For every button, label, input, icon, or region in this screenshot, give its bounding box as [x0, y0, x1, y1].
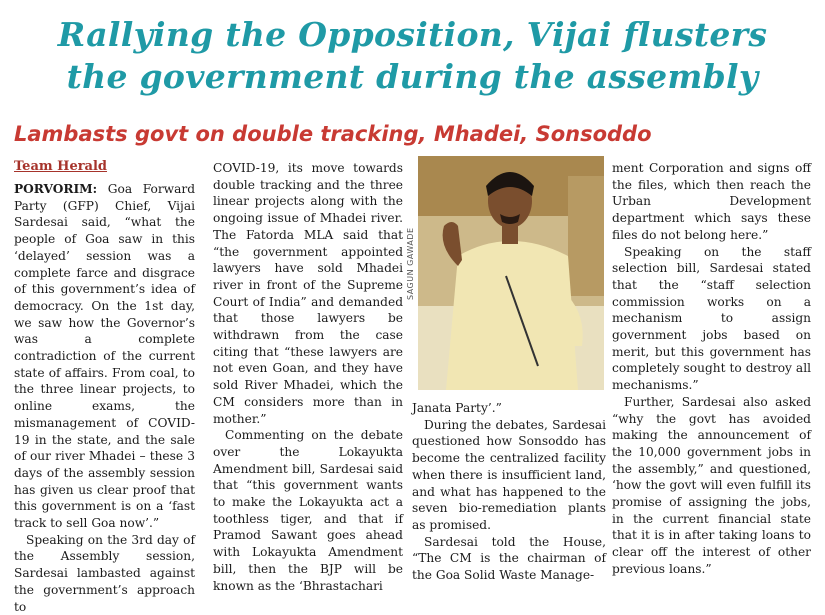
photo-speaker: [418, 156, 604, 390]
paragraph: COVID-19, its move towards double tracking and the three linear projects along with the ongoing issue of Mhadei river. The Fatorda MLA said that “the government appointed lawyers have sold Mhadei river in front of the Supreme Court of India” and demanded that those lawyers be withdrawn from the case citing that “these lawyers are not even Goan, and they have sold River Mhadei, which the CM considers more than in mother.”: [213, 161, 403, 426]
article-column-1: [14, 181, 195, 615]
photo-illustration: [418, 156, 604, 390]
dateline: PORVORIM:: [14, 182, 98, 196]
article-column-3: [412, 400, 606, 584]
article-column-4: [612, 160, 811, 578]
paragraph: Speaking on the staff selection bill, Sardesai stated that the “staff selection commission works on a mechanism to assign government jobs based on merit, but this government has completely sought to destroy all mechanisms.”: [612, 244, 811, 393]
headline-line-1: Rallying the Opposition, Vijai flusters: [57, 15, 768, 54]
paragraph: Janata Party’.”: [412, 401, 502, 415]
paragraph: Sardesai told the House, “The CM is the chairman of the Goa Solid Waste Manage-: [412, 534, 606, 583]
headline-line-2: the government during the assembly: [66, 57, 759, 96]
paragraph: [14, 181, 195, 532]
paragraph: Commenting on the debate over the Lokayukta Amendment bill, Sardesai said that “this government wants to make the Lokayukta act a toothless tiger, and that if Pramod Sawant goes ahead with Lokayukta Amendment bill, then the BJP will be known as the ‘Bhrastachari: [213, 428, 403, 593]
headline: [10, 14, 815, 98]
paragraph: Speaking on the 3rd day of the Assembly session, Sardesai lambasted against the government’s approach to: [14, 532, 195, 614]
paragraph: During the debates, Sardesai questioned how Sonsoddo has become the centralized facility when there is insufficient land, and what has happened to the seven bio-remediation plants as promised.: [412, 417, 606, 532]
byline: Team Herald: [14, 159, 108, 174]
subheadline: Lambasts govt on double tracking, Mhadei, Sonsoddo: [14, 122, 652, 146]
paragraph: Further, Sardesai also asked “why the govt has avoided making the announcement of the 10,000 government jobs in the assembly,” and questioned, ‘how the govt will even fulfill its promise of assigning the jobs, in the current financial state that it is in after taking loans to clear off the interest of other previous loans.”: [612, 394, 811, 576]
photo-credit: SAGUN GAWADE: [406, 227, 415, 300]
paragraph: ment Corporation and signs off the files, which then reach the Urban Development department which says these files do not belong here.”: [612, 161, 811, 242]
paragraph-text: Goa Forward Party (GFP) Chief, Vijai Sardesai said, “what the people of Goa saw in this ‘delayed’ session was a complete farce and disgrace of this government’s idea of democracy. On the 1st day, we saw how the Governor’s was a complete contradiction of the current state of affairs. From coal, to the three linear projects, to online exams, the mismanagement of COVID-19 in the state, and the sale of our river Mhadei – these 3 days of the assembly session has given us clear proof that this government is on a ‘fast track to sell Goa now’.”: [14, 182, 195, 531]
article-column-2: [213, 160, 403, 594]
